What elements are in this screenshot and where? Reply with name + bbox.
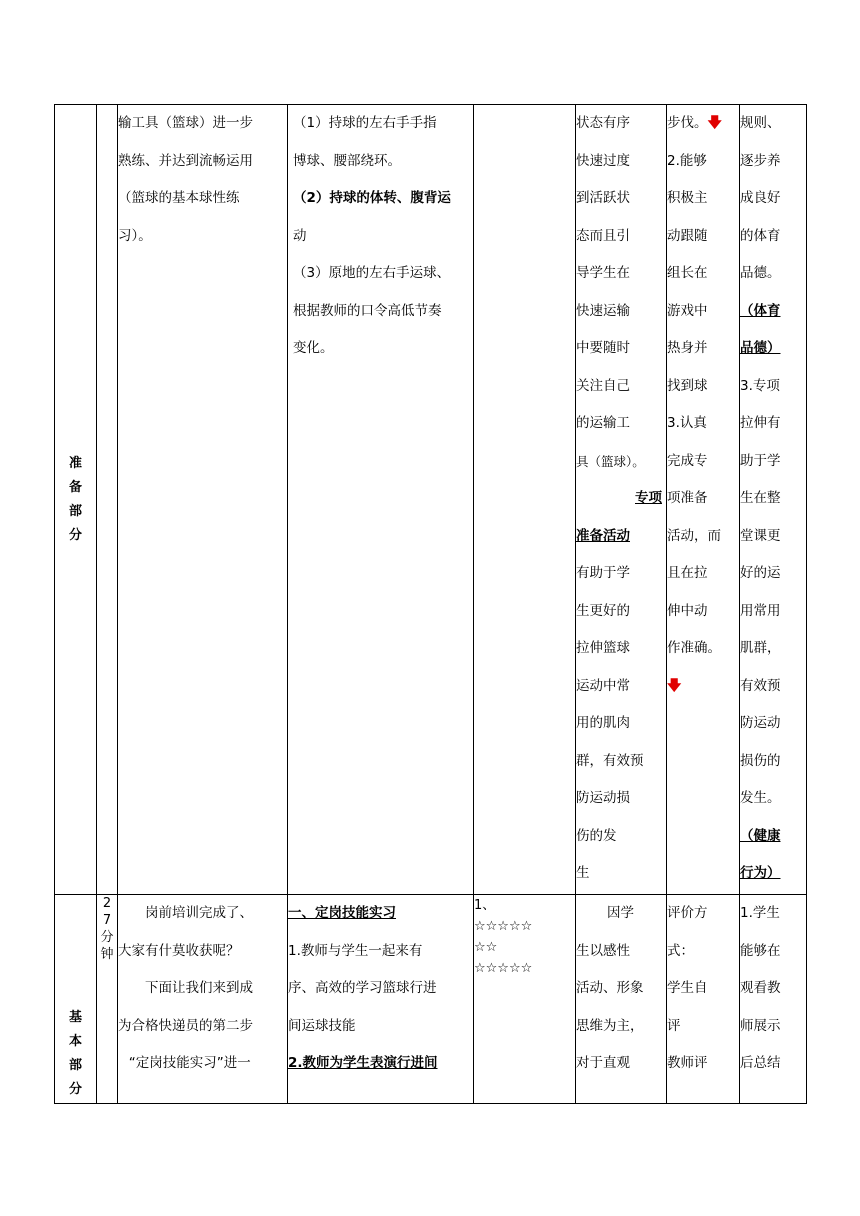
- prep-row: [55, 105, 807, 895]
- basic-goal-cell: 1.学生 能够在 观看教 师展示 后总结: [740, 895, 807, 1104]
- basic-content-cell: 岗前培训完成了、 大家有什莫收获呢？ 下面让我们来到成 为合格快递员的第二步 “定岗技能实习”进一: [118, 895, 288, 1104]
- basic-row: [55, 895, 807, 1104]
- basic-section-label: 基 本 部 分: [55, 895, 97, 1104]
- prep-method-cell: （1）持球的左右手手指 博球、腰部绕环。 （2）持球的体转、腹背运 动 （3）原地的左右手运球、 根据教师的口令高低节奏 变化。: [288, 105, 474, 895]
- down-arrow-icon: 🡇: [707, 115, 722, 131]
- basic-design-cell: 因学 生以感性 活动、形象 思维为主， 对于直观: [576, 895, 667, 1104]
- prep-evaluation-cell: 步伐。🡇 2.能够 积极主 动跟随 组长在 游戏中 热身并 找到球 3.认真 完成专 项准备 活动，而 且在拉 伸中动 作准确。 🡇: [667, 105, 740, 895]
- prep-section-label: 准 备 部 分: [55, 105, 97, 895]
- basic-stars-cell: 1、 ☆☆☆☆☆ ☆☆ ☆☆☆☆☆: [474, 895, 576, 1104]
- prep-content-cell: 输工具（篮球）进一步 熟练、并达到流畅运用 （篮球的基本球性练 习）。: [118, 105, 288, 895]
- prep-time-cell: [97, 105, 118, 895]
- prep-stars-cell: [474, 105, 576, 895]
- prep-design-cell: 状态有序 快速过度 到活跃状 态而且引 导学生在 快速运输 中要随时 关注自己 的运输工 具（篮球）。 专项 准备活动 有助于学 生更好的 拉伸篮球 运动中常 用的肌肉 群，有效预 防运动损 伤的发 生: [576, 105, 667, 895]
- down-arrow-icon: 🡇: [667, 677, 682, 694]
- basic-method-cell: 一、定岗技能实习 1.教师与学生一起来有 序、高效的学习篮球行进 间运球技能 2.教师为学生表演行进间: [288, 895, 474, 1104]
- basic-evaluation-cell: 评价方 式： 学生自 评 教师评: [667, 895, 740, 1104]
- prep-goal-cell: 规则、 逐步养 成良好 的体育 品德。 （体育 品德） 3.专项 拉伸有 助于学 生在整 堂课更 好的运 用常用 肌群， 有效预 防运动 损伤的 发生。 （健康 行为）: [740, 105, 807, 895]
- basic-time-cell: 2 7 分 钟: [97, 895, 118, 1104]
- lesson-plan-table: [54, 104, 807, 1104]
